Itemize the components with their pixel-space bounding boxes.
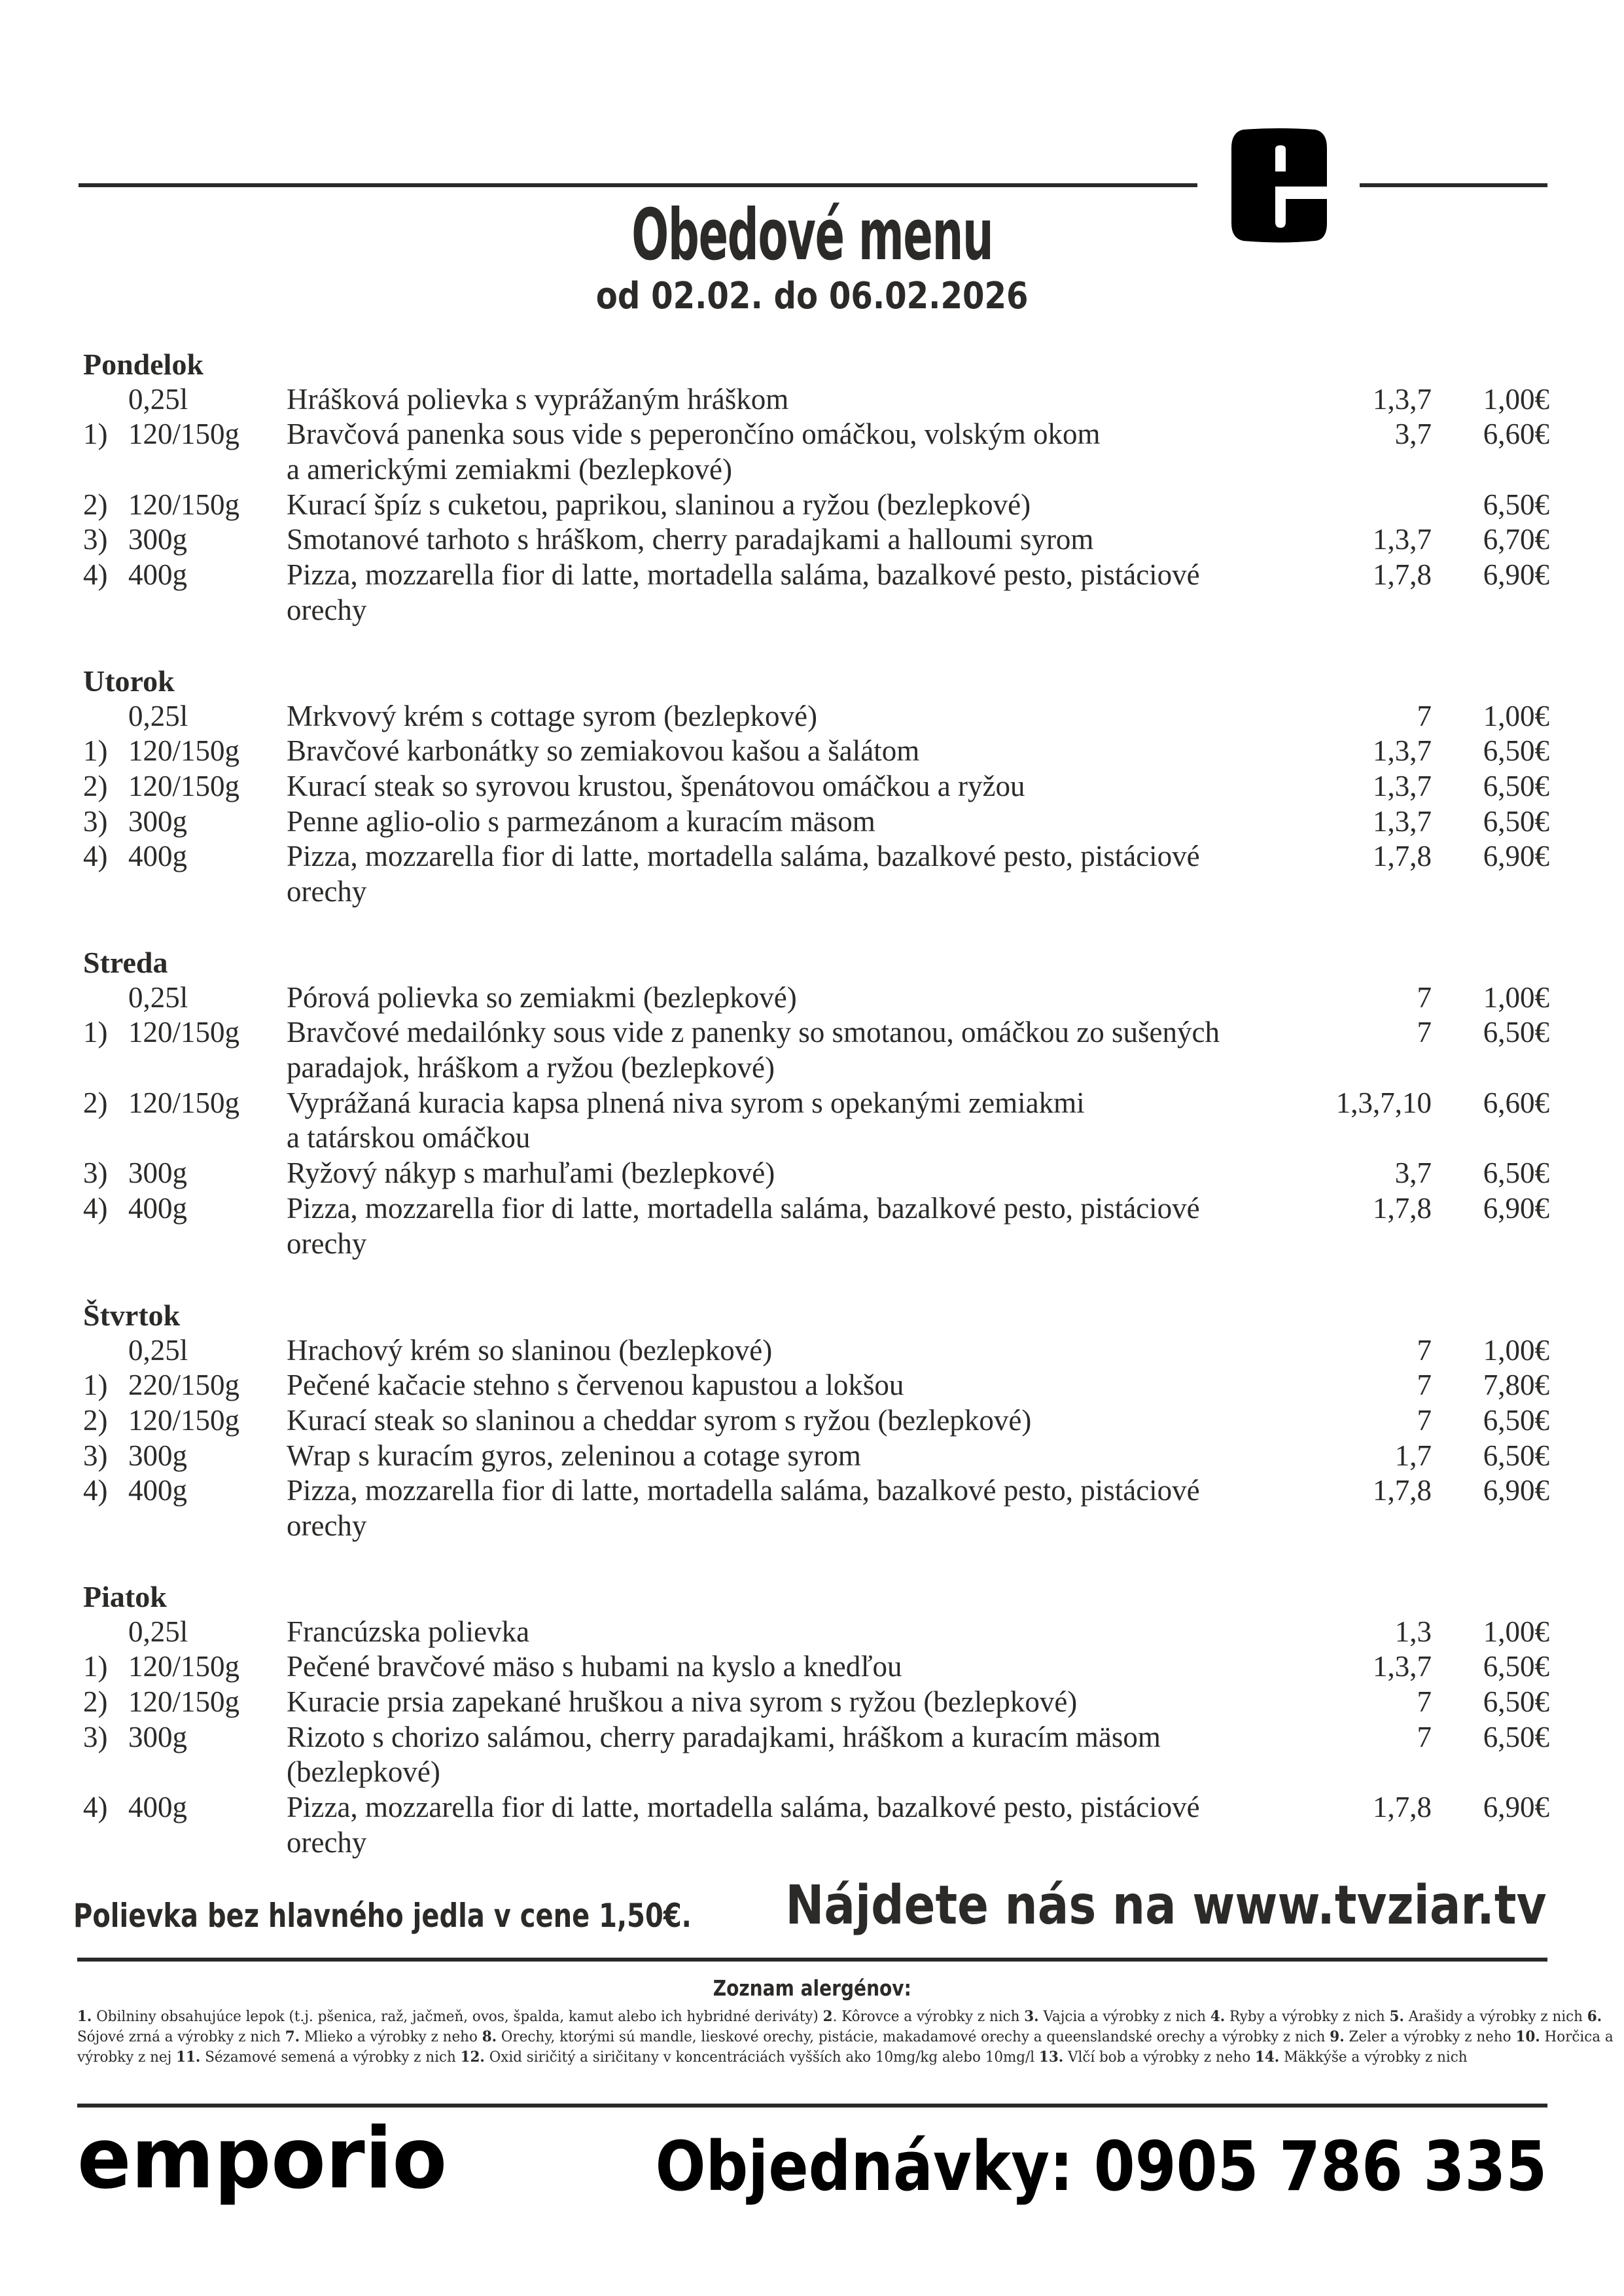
menu-item xyxy=(0,522,1624,558)
day-name: Pondelok xyxy=(83,348,204,381)
allergen-list-title xyxy=(0,1975,1624,2001)
allergen-number: 9. xyxy=(1330,2028,1345,2045)
item-allergens: 7 xyxy=(1417,699,1432,732)
orders-phone: Objednávky: 0905 786 335 xyxy=(655,2126,1547,2206)
item-description-line: Kurací steak so syrovou krustou, špenátovou omáčkou a ryžou xyxy=(287,770,1025,803)
item-description-line: Vyprážaná kuracia kapsa plnená niva syrom s opekanými zemiakmi xyxy=(287,1086,1085,1119)
item-price: 6,50€ xyxy=(1483,1016,1549,1049)
emporio-logo xyxy=(77,2121,450,2212)
item-description xyxy=(287,1403,1327,1439)
item-description-line: orechy xyxy=(287,1509,367,1543)
allergen-number: 10. xyxy=(1515,2028,1540,2045)
soup-price-note: Polievka bez hlavného jedla v cene 1,50€. xyxy=(73,1897,692,1935)
item-price: 1,00€ xyxy=(1483,699,1549,732)
item-description xyxy=(287,1191,1327,1261)
item-description xyxy=(287,417,1327,487)
item-allergens: 7 xyxy=(1417,1404,1432,1437)
page-title xyxy=(0,196,1624,275)
item-description-line: Kuracie prsia zapekané hruškou a niva syrom s ryžou (bezlepkové) xyxy=(287,1685,1078,1719)
allergen-text: Horčica a výrobky z nej xyxy=(77,2028,1618,2066)
item-allergens: 1,3,7 xyxy=(1373,523,1432,556)
item-allergens: 1,7,8 xyxy=(1373,558,1432,592)
item-description xyxy=(287,1015,1327,1085)
item-number: 4) xyxy=(83,558,108,592)
item-allergens: 7 xyxy=(1417,1333,1432,1367)
date-range xyxy=(0,274,1624,319)
menu-item xyxy=(0,1015,1624,1085)
item-description xyxy=(287,980,1327,1016)
item-portion: 0,25l xyxy=(128,699,188,732)
item-number: 1) xyxy=(83,1369,108,1402)
menu-title: Obedové menu xyxy=(631,194,993,276)
item-description xyxy=(287,522,1327,558)
item-description-line: Pórová polievka so zemiakmi (bezlepkové) xyxy=(287,980,797,1014)
item-description xyxy=(287,769,1327,804)
item-number: 2) xyxy=(83,488,108,521)
item-description-line: orechy xyxy=(287,1825,367,1859)
item-price: 6,50€ xyxy=(1483,770,1549,803)
menu-item xyxy=(0,1086,1624,1156)
item-description-line: Pizza, mozzarella fior di latte, mortadella saláma, bazalkové pesto, pistáciové xyxy=(287,558,1200,592)
item-price: 6,70€ xyxy=(1483,523,1549,556)
allergen-number: 1. xyxy=(77,2008,92,2025)
item-number: 1) xyxy=(83,1016,108,1049)
item-description-line: Pečené bravčové mäso s hubami na kyslo a knedľou xyxy=(287,1650,902,1683)
item-price: 6,90€ xyxy=(1483,1474,1549,1507)
menu-item xyxy=(0,488,1624,523)
allergen-number: 4. xyxy=(1210,2008,1226,2025)
item-allergens: 1,3,7,10 xyxy=(1335,1086,1432,1119)
item-portion: 400g xyxy=(128,1474,187,1507)
item-description-line: Pizza, mozzarella fior di latte, mortadella saláma, bazalkové pesto, pistáciové xyxy=(287,1474,1200,1507)
item-allergens: 1,7,8 xyxy=(1373,1191,1432,1225)
item-number: 2) xyxy=(83,1404,108,1437)
item-allergens: 3,7 xyxy=(1394,418,1432,451)
menu-item xyxy=(0,734,1624,769)
allergen-number: 5. xyxy=(1389,2008,1404,2025)
item-allergens: 1,7 xyxy=(1394,1439,1432,1472)
allergen-number: 12. xyxy=(460,2049,485,2066)
item-number: 2) xyxy=(83,770,108,803)
menu-items xyxy=(0,1615,1624,1861)
item-number: 3) xyxy=(83,523,108,556)
menu-item xyxy=(0,558,1624,628)
allergen-number: 11. xyxy=(176,2049,201,2066)
item-description xyxy=(287,1685,1327,1720)
menu-item xyxy=(0,769,1624,804)
item-description xyxy=(287,804,1327,840)
item-portion: 300g xyxy=(128,804,187,838)
menu-item xyxy=(0,1685,1624,1720)
allergen-text: Mäkkýše a výrobky z nich xyxy=(1279,2049,1468,2066)
item-description-line: Ryžový nákyp s marhuľami (bezlepkové) xyxy=(287,1157,775,1190)
allergen-number: 3. xyxy=(1024,2008,1039,2025)
item-description xyxy=(287,382,1327,418)
item-allergens: 1,3,7 xyxy=(1373,1650,1432,1683)
item-allergens: 7 xyxy=(1417,1369,1432,1402)
menu-item xyxy=(0,839,1624,909)
allergen-text: Ryby a výrobky z nich xyxy=(1225,2008,1390,2025)
item-price: 6,60€ xyxy=(1483,1086,1549,1119)
allergen-text: Vlčí bob a výrobky z neho xyxy=(1063,2049,1255,2066)
item-price: 6,50€ xyxy=(1483,488,1549,521)
item-price: 6,90€ xyxy=(1483,1191,1549,1225)
item-portion: 120/150g xyxy=(128,734,240,768)
item-allergens: 1,3,7 xyxy=(1373,734,1432,768)
item-description-line: Bravčová panenka sous vide s peperončíno omáčkou, volským okom xyxy=(287,418,1101,451)
item-description xyxy=(287,1720,1327,1790)
menu-item xyxy=(0,1191,1624,1261)
item-price: 6,60€ xyxy=(1483,418,1549,451)
item-description-line: Bravčové karbonátky so zemiakovou kašou a šalátom xyxy=(287,734,920,768)
allergen-text: Oxid siričitý a siričitany v koncentráciách vyšších ako 10mg/kg alebo 10mg/l xyxy=(484,2049,1039,2066)
item-description xyxy=(287,839,1327,909)
item-number: 3) xyxy=(83,804,108,838)
item-portion: 400g xyxy=(128,1791,187,1824)
item-portion: 300g xyxy=(128,1720,187,1753)
item-price: 1,00€ xyxy=(1483,980,1549,1014)
item-portion: 120/150g xyxy=(128,488,240,521)
item-price: 6,90€ xyxy=(1483,840,1549,873)
item-portion: 300g xyxy=(128,1439,187,1472)
item-portion: 300g xyxy=(128,523,187,556)
day-name: Štvrtok xyxy=(83,1299,181,1332)
item-number: 1) xyxy=(83,1650,108,1683)
item-portion: 120/150g xyxy=(128,418,240,451)
item-portion: 120/150g xyxy=(128,1016,240,1049)
item-price: 1,00€ xyxy=(1483,1333,1549,1367)
menu-item xyxy=(0,382,1624,418)
item-description xyxy=(287,734,1327,769)
item-description-line: Wrap s kuracím gyros, zeleninou a cotage syrom xyxy=(287,1439,861,1472)
item-price: 6,50€ xyxy=(1483,1685,1549,1719)
item-description-line: Hrachový krém so slaninou (bezlepkové) xyxy=(287,1333,773,1367)
website-note: Nájdete nás na www.tvziar.tv xyxy=(785,1874,1547,1937)
footer-rule-top xyxy=(77,1958,1547,1962)
allergen-number: 14. xyxy=(1254,2049,1280,2066)
item-description-line: Hrášková polievka s vyprážaným hráškom xyxy=(287,382,789,416)
item-allergens: 1,3,7 xyxy=(1373,382,1432,416)
item-portion: 400g xyxy=(128,840,187,873)
item-price: 7,80€ xyxy=(1483,1369,1549,1402)
day-name: Streda xyxy=(83,946,168,979)
menu-item xyxy=(0,699,1624,734)
menu-item xyxy=(0,1720,1624,1790)
item-allergens: 1,7,8 xyxy=(1373,1791,1432,1824)
item-price: 6,50€ xyxy=(1483,734,1549,768)
allergen-title-text: Zoznam alergénov: xyxy=(713,1975,911,2001)
item-portion: 400g xyxy=(128,1191,187,1225)
header-rule-left xyxy=(79,183,1197,187)
item-allergens: 1,7,8 xyxy=(1373,1474,1432,1507)
menu-item xyxy=(0,1403,1624,1439)
item-description xyxy=(287,488,1327,523)
item-allergens: 7 xyxy=(1417,1685,1432,1719)
menu-item xyxy=(0,1439,1624,1474)
item-number: 2) xyxy=(83,1685,108,1719)
item-description-line: orechy xyxy=(287,1227,367,1260)
item-price: 6,50€ xyxy=(1483,1404,1549,1437)
item-portion: 120/150g xyxy=(128,1404,240,1437)
item-price: 6,50€ xyxy=(1483,1157,1549,1190)
item-number: 3) xyxy=(83,1439,108,1472)
item-number: 4) xyxy=(83,840,108,873)
menu-items xyxy=(0,1333,1624,1544)
item-number: 1) xyxy=(83,734,108,768)
item-description xyxy=(287,1333,1327,1369)
menu-items xyxy=(0,699,1624,910)
menu-item xyxy=(0,980,1624,1016)
menu-items xyxy=(0,382,1624,628)
item-description xyxy=(287,1615,1327,1650)
allergen-text: Sézamové semená a výrobky z nich xyxy=(200,2049,461,2066)
allergen-number: 8. xyxy=(482,2028,497,2045)
date-range-text: od 02.02. do 06.02.2026 xyxy=(595,275,1029,317)
item-number: 4) xyxy=(83,1191,108,1225)
item-description-line: Kurací steak so slaninou a cheddar syrom s ryžou (bezlepkové) xyxy=(287,1404,1032,1437)
item-portion: 0,25l xyxy=(128,980,188,1014)
item-description-line: Smotanové tarhoto s hráškom, cherry paradajkami a halloumi syrom xyxy=(287,523,1094,556)
item-portion: 220/150g xyxy=(128,1369,240,1402)
item-description xyxy=(287,1368,1327,1403)
item-description-line: Pizza, mozzarella fior di latte, mortadella saláma, bazalkové pesto, pistáciové xyxy=(287,840,1200,873)
item-portion: 0,25l xyxy=(128,382,188,416)
menu-item xyxy=(0,1333,1624,1369)
item-price: 6,90€ xyxy=(1483,1791,1549,1824)
item-description xyxy=(287,1790,1327,1860)
menu-item xyxy=(0,417,1624,487)
item-allergens: 3,7 xyxy=(1394,1157,1432,1190)
item-price: 6,50€ xyxy=(1483,1720,1549,1753)
item-description xyxy=(287,699,1327,734)
day-name: Piatok xyxy=(83,1580,167,1613)
item-description xyxy=(287,1473,1327,1543)
item-number: 4) xyxy=(83,1474,108,1507)
item-allergens: 7 xyxy=(1417,1016,1432,1049)
item-description-line: orechy xyxy=(287,593,367,626)
allergen-number: 2 xyxy=(822,2008,833,2025)
item-description-line: (bezlepkové) xyxy=(287,1755,440,1789)
item-allergens: 7 xyxy=(1417,1720,1432,1753)
item-number: 2) xyxy=(83,1086,108,1119)
item-price: 6,90€ xyxy=(1483,558,1549,592)
item-portion: 120/150g xyxy=(128,1650,240,1683)
item-number: 3) xyxy=(83,1720,108,1753)
day-name: Utorok xyxy=(83,664,175,698)
item-portion: 0,25l xyxy=(128,1615,188,1648)
menu-item xyxy=(0,1368,1624,1403)
item-portion: 400g xyxy=(128,558,187,592)
item-allergens: 7 xyxy=(1417,980,1432,1014)
emporio-wordmark-icon xyxy=(77,2121,450,2212)
allergen-number: 7. xyxy=(285,2028,300,2045)
item-description xyxy=(287,558,1327,628)
allergen-text: Zeler a výrobky z neho xyxy=(1344,2028,1516,2045)
allergen-text: Sójové zrná a výrobky z nich xyxy=(77,2008,1606,2045)
allergen-text: . Kôrovce a výrobky z nich xyxy=(832,2008,1025,2025)
item-portion: 120/150g xyxy=(128,1685,240,1719)
menu-items xyxy=(0,980,1624,1262)
menu-item xyxy=(0,1649,1624,1685)
item-description-line: Pizza, mozzarella fior di latte, mortadella saláma, bazalkové pesto, pistáciové xyxy=(287,1791,1200,1824)
menu-item xyxy=(0,1790,1624,1860)
menu-item xyxy=(0,804,1624,840)
header-rule-right xyxy=(1360,183,1547,187)
item-description xyxy=(287,1086,1327,1156)
item-description xyxy=(287,1649,1327,1685)
item-portion: 120/150g xyxy=(128,1086,240,1119)
item-description-line: Mrkvový krém s cottage syrom (bezlepkové) xyxy=(287,699,818,732)
item-description-line: orechy xyxy=(287,875,367,908)
menu-item xyxy=(0,1473,1624,1543)
allergen-text: Obilniny obsahujúce lepok (t.j. pšenica, raž, jačmeň, ovos, špalda, kamut alebo ich hybridné deriváty) xyxy=(92,2008,823,2025)
item-description-line: Rizoto s chorizo salámou, cherry paradajkami, hráškom a kuracím mäsom xyxy=(287,1720,1161,1753)
item-number: 3) xyxy=(83,1157,108,1190)
item-portion: 300g xyxy=(128,1157,187,1190)
item-allergens: 1,3,7 xyxy=(1373,804,1432,838)
item-number: 1) xyxy=(83,418,108,451)
menu-item xyxy=(0,1156,1624,1191)
item-allergens: 1,3,7 xyxy=(1373,770,1432,803)
item-portion: 120/150g xyxy=(128,770,240,803)
item-description-line: Bravčové medailónky sous vide z panenky so smotanou, omáčkou zo sušených xyxy=(287,1016,1220,1049)
item-description xyxy=(287,1439,1327,1474)
item-price: 1,00€ xyxy=(1483,382,1549,416)
allergen-list xyxy=(77,2007,1617,2068)
item-price: 6,50€ xyxy=(1483,1439,1549,1472)
allergen-text: Vajcia a výrobky z nich xyxy=(1038,2008,1210,2025)
footer-rule-bottom xyxy=(77,2104,1547,2108)
item-number: 4) xyxy=(83,1791,108,1824)
allergen-text: Orechy, ktorými sú mandle, lieskové orechy, pistácie, makadamové orechy a queenslandské orechy a výrobky z nich xyxy=(497,2028,1330,2045)
item-price: 1,00€ xyxy=(1483,1615,1549,1648)
item-allergens: 1,7,8 xyxy=(1373,840,1432,873)
item-portion: 0,25l xyxy=(128,1333,188,1367)
item-allergens: 1,3 xyxy=(1394,1615,1432,1648)
allergen-number: 13. xyxy=(1038,2049,1064,2066)
menu-item xyxy=(0,1615,1624,1650)
item-description-line: Pizza, mozzarella fior di latte, mortadella saláma, bazalkové pesto, pistáciové xyxy=(287,1191,1200,1225)
item-description-line: paradajok, hráškom a ryžou (bezlepkové) xyxy=(287,1051,775,1085)
item-description-line: a tatárskou omáčkou xyxy=(287,1121,531,1155)
item-description xyxy=(287,1156,1327,1191)
item-price: 6,50€ xyxy=(1483,804,1549,838)
allergen-text: Arašidy a výrobky z nich xyxy=(1403,2008,1587,2025)
logo-word: emporio xyxy=(77,2121,447,2208)
allergen-text: Mlieko a výrobky z neho xyxy=(300,2028,482,2045)
allergen-number: 6. xyxy=(1587,2008,1602,2025)
item-description-line: Francúzska polievka xyxy=(287,1615,530,1648)
item-description-line: Kurací špíz s cuketou, paprikou, slaninou a ryžou (bezlepkové) xyxy=(287,488,1031,521)
item-price: 6,50€ xyxy=(1483,1650,1549,1683)
item-description-line: a americkými zemiakmi (bezlepkové) xyxy=(287,453,732,486)
item-description-line: Pečené kačacie stehno s červenou kapustou a lokšou xyxy=(287,1369,904,1402)
item-description-line: Penne aglio-olio s parmezánom a kuracím mäsom xyxy=(287,804,875,838)
